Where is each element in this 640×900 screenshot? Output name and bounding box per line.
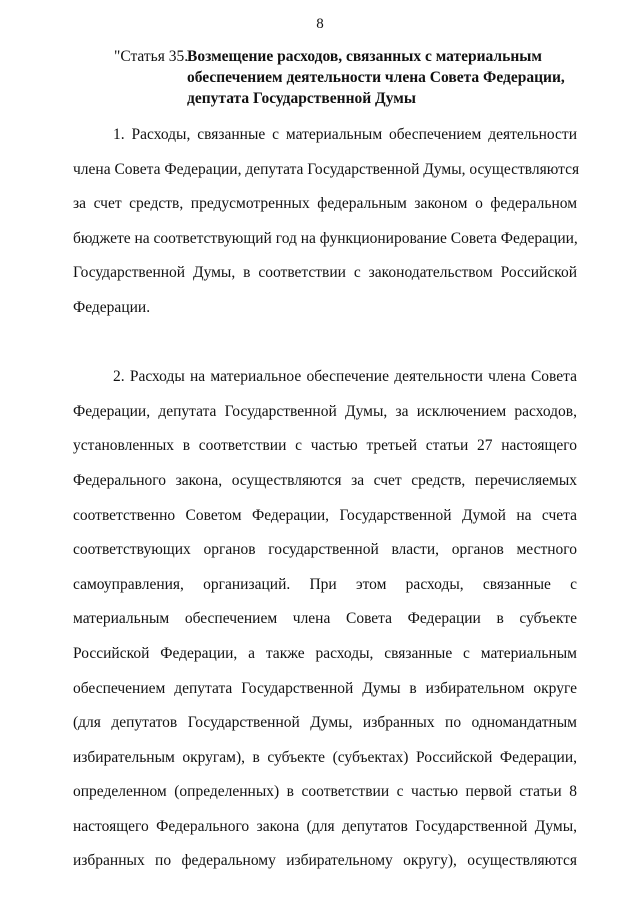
paragraph-line: бюджете на соответствующий год на функционирование Совета Федерации,: [73, 229, 578, 247]
paragraph-line: обеспечением депутата Государственной Думы в избирательном округе: [73, 679, 577, 697]
article-heading: [114, 46, 594, 109]
paragraph-1: [73, 118, 580, 326]
paragraph-line: определенном (определенных) в соответствии с частью первой статьи 8: [73, 783, 577, 801]
paragraph-line: 1. Расходы, связанные с материальным обеспечением деятельности: [113, 126, 577, 143]
paragraph-line: настоящего Федерального закона (для депутатов Государственной Думы,: [73, 817, 577, 835]
article-title-line: обеспечением деятельности члена Совета Федерации,: [187, 69, 565, 86]
paragraph-line: Российской Федерации, а также расходы, связанные с материальным: [73, 644, 577, 662]
paragraph-line: соответственно Советом Федерации, Государственной Думой на счета: [73, 506, 577, 524]
paragraph-line: самоуправления, организаций. При этом расходы, связанные с: [73, 575, 577, 593]
article-number: "Статья 35.: [114, 48, 189, 65]
paragraph-line: избранных по федеральному избирательному округу), осуществляются: [73, 852, 577, 870]
article-title: [187, 46, 594, 109]
paragraph-line: установленных в соответствии с частью третьей статьи 27 настоящего: [73, 437, 577, 455]
paragraph-line: Федерации.: [73, 298, 151, 316]
paragraph-line: Федерации, депутата Государственной Думы, за исключением расходов,: [73, 402, 577, 420]
paragraph-line: Государственной Думы, в соответствии с законодательством Российской: [73, 264, 577, 282]
paragraph-line: за счет средств, предусмотренных федеральным законом о федеральном: [73, 195, 577, 213]
paragraph-line: (для депутатов Государственной Думы, избранных по одномандатным: [73, 714, 577, 732]
paragraph-line: члена Совета Федерации, депутата Государственной Думы, осуществляются: [73, 160, 580, 178]
article-title-line: Возмещение расходов, связанных с материальным: [187, 48, 542, 65]
paragraph-line: соответствующих органов государственной власти, органов местного: [73, 541, 577, 559]
paragraph-line: Федерального закона, осуществляются за счет средств, перечисляемых: [73, 471, 577, 489]
page-number: 8: [316, 16, 324, 32]
article-body: [73, 118, 580, 879]
paragraph-2: [73, 360, 577, 879]
article-title-line: депутата Государственной Думы: [187, 90, 416, 107]
paragraph-line: 2. Расходы на материальное обеспечение деятельности члена Совета: [113, 368, 577, 386]
paragraph-line: избирательным округам), в субъекте (субъектах) Российской Федерации,: [73, 748, 577, 766]
paragraph-line: материальным обеспечением члена Совета Федерации в субъекте: [73, 610, 577, 628]
